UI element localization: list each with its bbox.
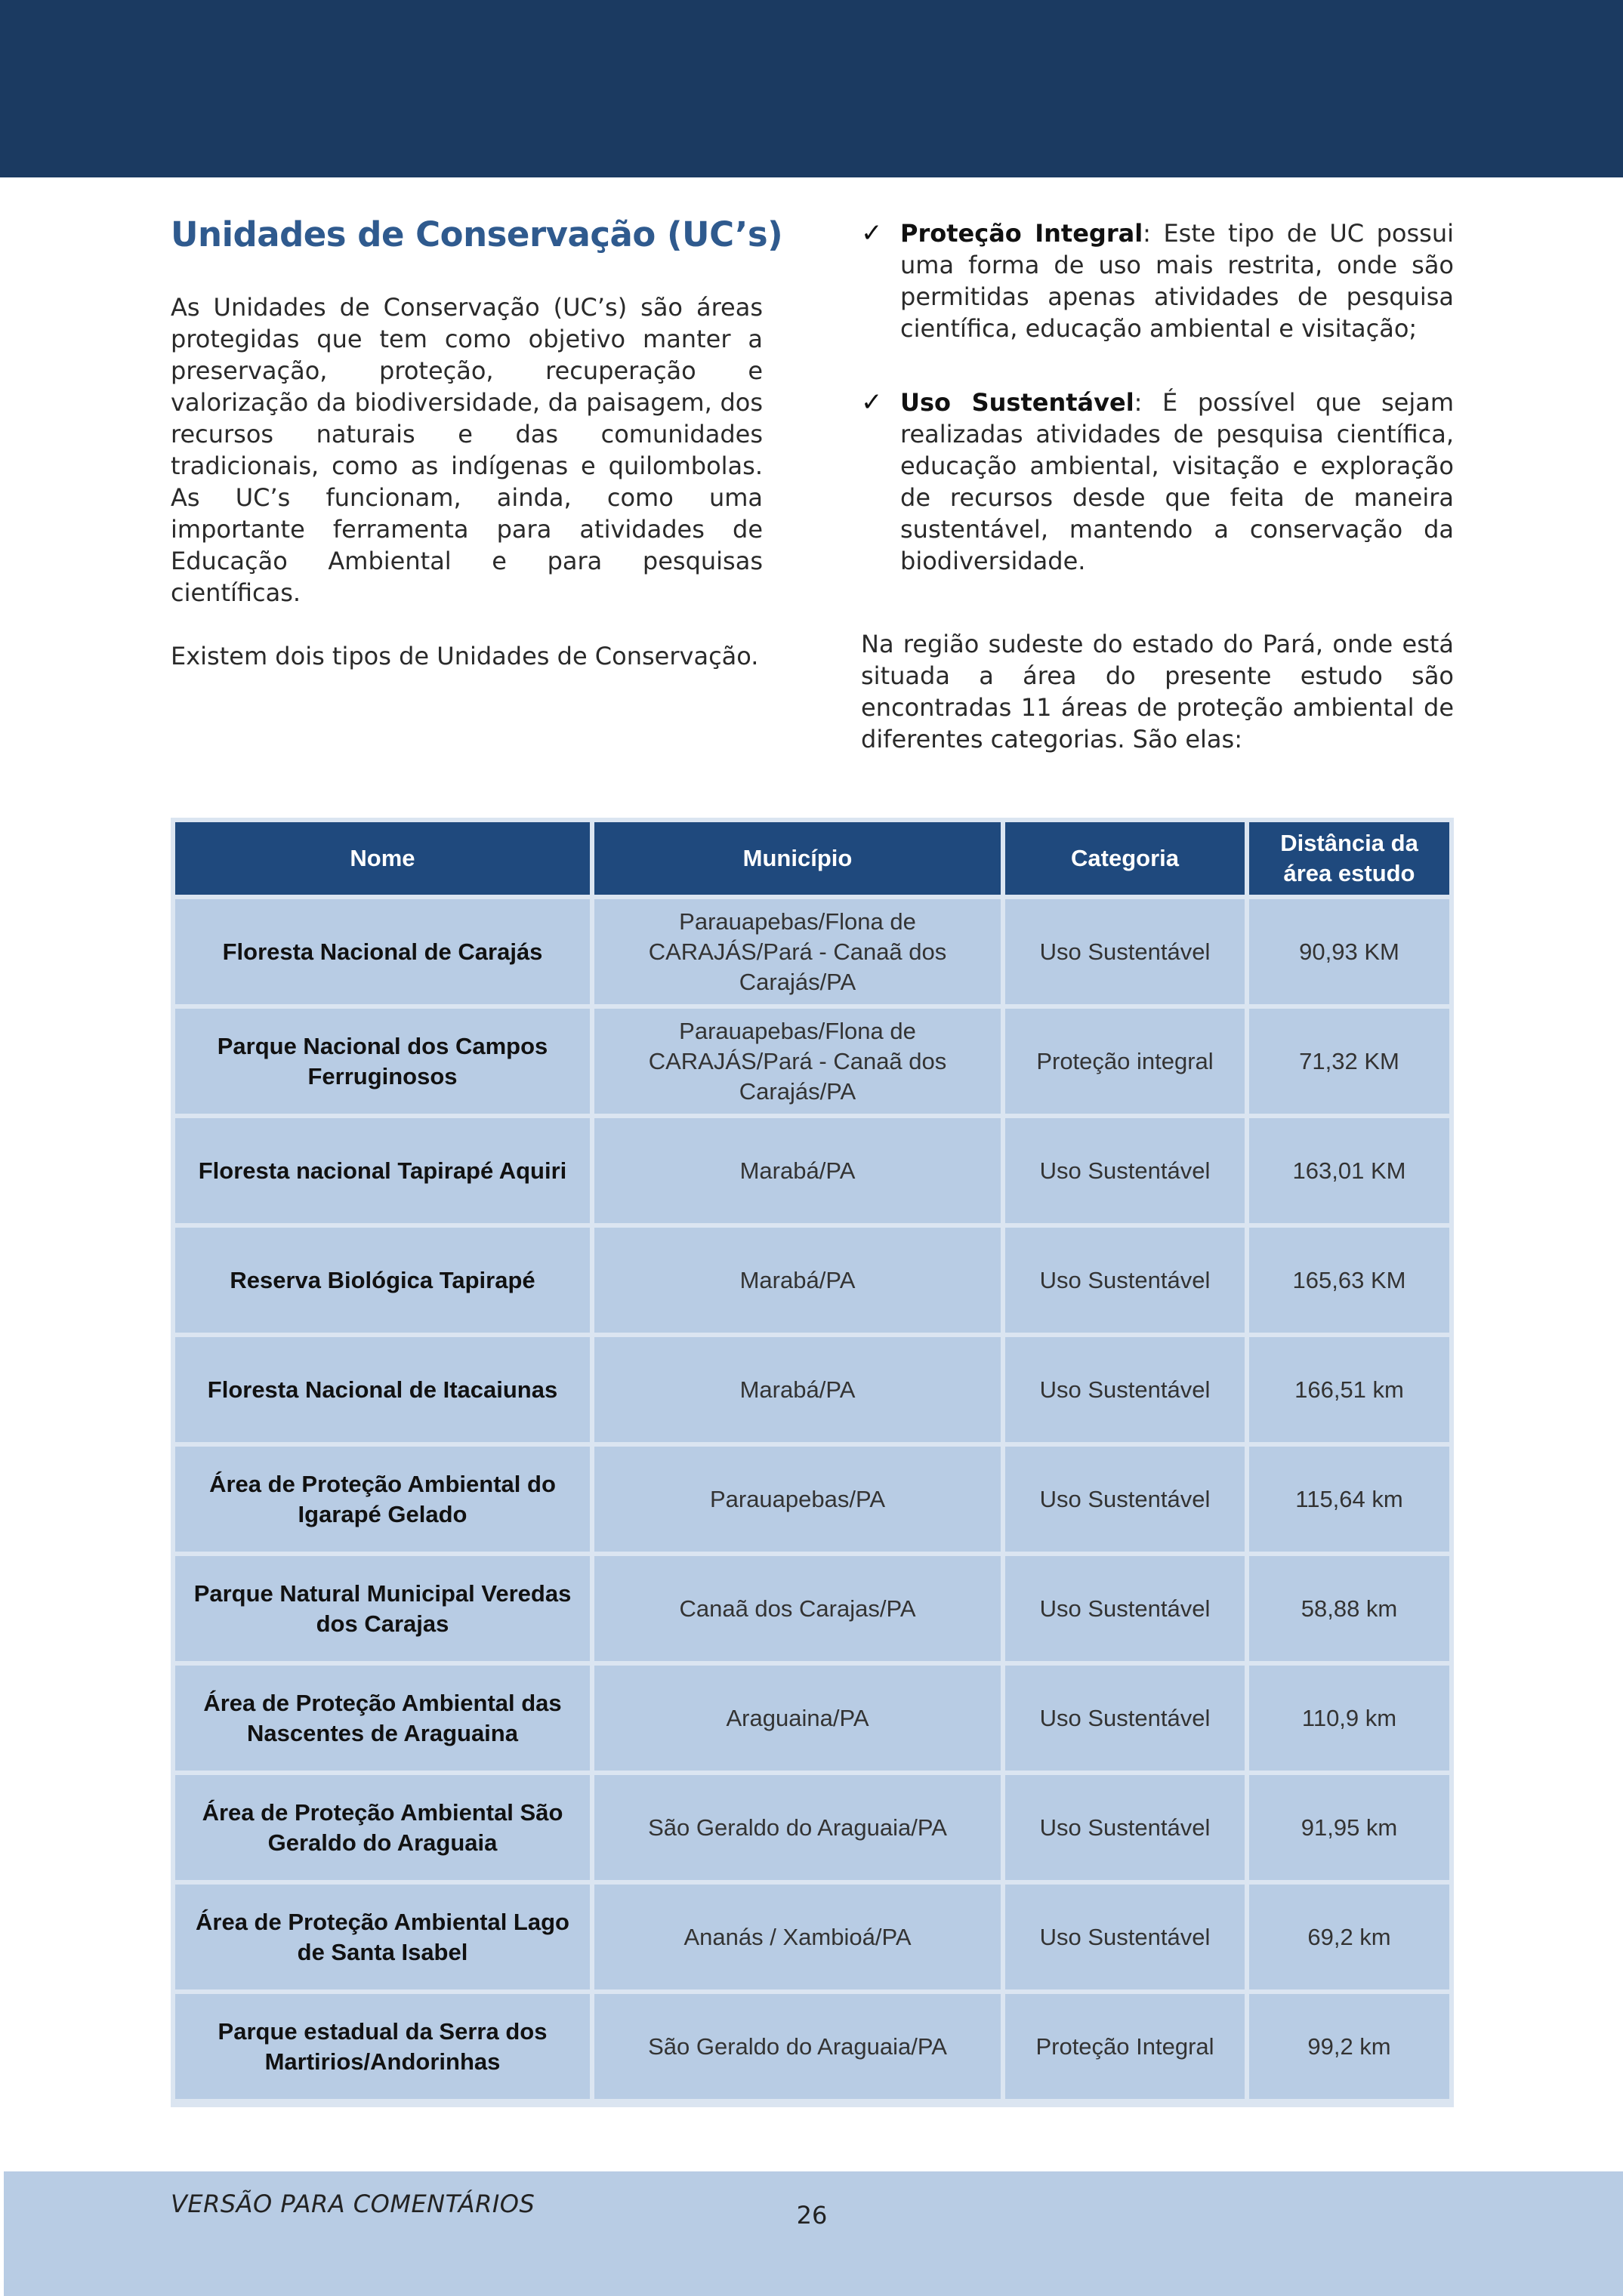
table-header-row [175, 822, 1449, 895]
cell-nome: Área de Proteção Ambiental das Nascentes de Araguaina [175, 1666, 590, 1771]
cell-nome: Área de Proteção Ambiental São Geraldo do Araguaia [175, 1775, 590, 1880]
bullet-term: Proteção Integral [900, 219, 1143, 248]
bullet-term: Uso Sustentável [900, 388, 1134, 417]
table-row [175, 1447, 1449, 1552]
cell-distancia: 69,2 km [1249, 1885, 1449, 1989]
checkmark-icon: ✓ [861, 218, 883, 248]
cell-nome: Área de Proteção Ambiental do Igarapé Gelado [175, 1447, 590, 1552]
cell-categoria: Uso Sustentável [1005, 899, 1245, 1004]
cell-categoria: Uso Sustentável [1005, 1118, 1245, 1223]
cell-categoria: Proteção Integral [1005, 1994, 1245, 2099]
cell-municipio: Canaã dos Carajas/PA [594, 1556, 1001, 1661]
cell-municipio: São Geraldo do Araguaia/PA [594, 1994, 1001, 2099]
table-row [175, 1666, 1449, 1771]
region-paragraph: Na região sudeste do estado do Pará, onde está situada a área do presente estudo são encontradas 11 áreas de proteção ambiental de diferentes categorias. São elas: [861, 630, 1454, 754]
table-row [175, 1775, 1449, 1880]
cell-nome: Parque Natural Municipal Veredas dos Carajas [175, 1556, 590, 1661]
bullet-text: : Este tipo de UC possui uma forma de uso mais restrita, onde são permitidas apenas atividades de pesquisa científica, educação ambiental e visitação; [900, 219, 1455, 343]
cell-categoria: Uso Sustentável [1005, 1556, 1245, 1661]
checkmark-icon: ✓ [861, 387, 883, 418]
table-row [175, 1337, 1449, 1442]
table-body [175, 899, 1449, 2099]
conservation-units-table [171, 818, 1454, 2107]
cell-municipio: Marabá/PA [594, 1118, 1001, 1223]
bullet-protecao-integral [861, 217, 1454, 344]
cell-distancia: 110,9 km [1249, 1666, 1449, 1771]
cell-municipio: Ananás / Xambioá/PA [594, 1885, 1001, 1989]
header-band [0, 0, 1623, 177]
table-row [175, 1994, 1449, 2099]
cell-municipio: Marabá/PA [594, 1228, 1001, 1333]
table-row [175, 1885, 1449, 1989]
cell-categoria: Uso Sustentável [1005, 1337, 1245, 1442]
bullet-uso-sustentavel [861, 387, 1454, 577]
cell-nome: Floresta Nacional de Itacaiunas [175, 1337, 590, 1442]
cell-municipio: Parauapebas/Flona de CARAJÁS/Pará - Canaã dos Carajás/PA [594, 899, 1001, 1004]
page-number: 26 [796, 2201, 828, 2230]
cell-nome: Floresta nacional Tapirapé Aquiri [175, 1118, 590, 1223]
cell-categoria: Proteção integral [1005, 1009, 1245, 1114]
cell-municipio: São Geraldo do Araguaia/PA [594, 1775, 1001, 1880]
cell-categoria: Uso Sustentável [1005, 1775, 1245, 1880]
bullet-text: : É possível que sejam realizadas atividades de pesquisa científica, educação ambiental, visitação e exploração de recursos desde que feita de maneira sustentável, mantendo a conservação da biodiversidade. [900, 388, 1455, 575]
cell-nome: Floresta Nacional de Carajás [175, 899, 590, 1004]
cell-municipio: Marabá/PA [594, 1337, 1001, 1442]
cell-distancia: 58,88 km [1249, 1556, 1449, 1661]
cell-distancia: 91,95 km [1249, 1775, 1449, 1880]
table-row [175, 1228, 1449, 1333]
cell-municipio: Parauapebas/PA [594, 1447, 1001, 1552]
table-row [175, 899, 1449, 1004]
cell-distancia: 166,51 km [1249, 1337, 1449, 1442]
cell-categoria: Uso Sustentável [1005, 1885, 1245, 1989]
intro-paragraph: As Unidades de Conservação (UC’s) são áreas protegidas que tem como objetivo manter a preservação, proteção, recuperação e valorização da biodiversidade, da paisagem, dos recursos naturais e das comunidades tradicionais, como as indígenas e quilombolas. As UC’s funcionam, ainda, como uma importante ferramenta para atividades de Educação Ambiental e para pesquisas científicas. [171, 293, 763, 607]
cell-nome: Parque Nacional dos Campos Ferruginosos [175, 1009, 590, 1114]
types-paragraph: Existem dois tipos de Unidades de Conservação. [171, 642, 759, 670]
cell-categoria: Uso Sustentável [1005, 1447, 1245, 1552]
cell-categoria: Uso Sustentável [1005, 1228, 1245, 1333]
cell-distancia: 165,63 KM [1249, 1228, 1449, 1333]
cell-nome: Parque estadual da Serra dos Martirios/Andorinhas [175, 1994, 590, 2099]
cell-municipio: Araguaina/PA [594, 1666, 1001, 1771]
table-row [175, 1556, 1449, 1661]
header-nome: Nome [175, 822, 590, 895]
cell-categoria: Uso Sustentável [1005, 1666, 1245, 1771]
header-distancia: Distância da área estudo [1249, 822, 1449, 895]
cell-distancia: 163,01 KM [1249, 1118, 1449, 1223]
section-title: Unidades de Conservação (UC’s) [171, 214, 783, 254]
cell-nome: Reserva Biológica Tapirapé [175, 1228, 590, 1333]
cell-distancia: 90,93 KM [1249, 899, 1449, 1004]
cell-municipio: Parauapebas/Flona de CARAJÁS/Pará - Canaã dos Carajás/PA [594, 1009, 1001, 1114]
cell-distancia: 71,32 KM [1249, 1009, 1449, 1114]
table-row [175, 1118, 1449, 1223]
cell-distancia: 99,2 km [1249, 1994, 1449, 2099]
version-label: VERSÃO PARA COMENTÁRIOS [171, 2190, 535, 2218]
cell-distancia: 115,64 km [1249, 1447, 1449, 1552]
table-row [175, 1009, 1449, 1114]
header-categoria: Categoria [1005, 822, 1245, 895]
header-municipio: Município [594, 822, 1001, 895]
cell-nome: Área de Proteção Ambiental Lago de Santa Isabel [175, 1885, 590, 1989]
